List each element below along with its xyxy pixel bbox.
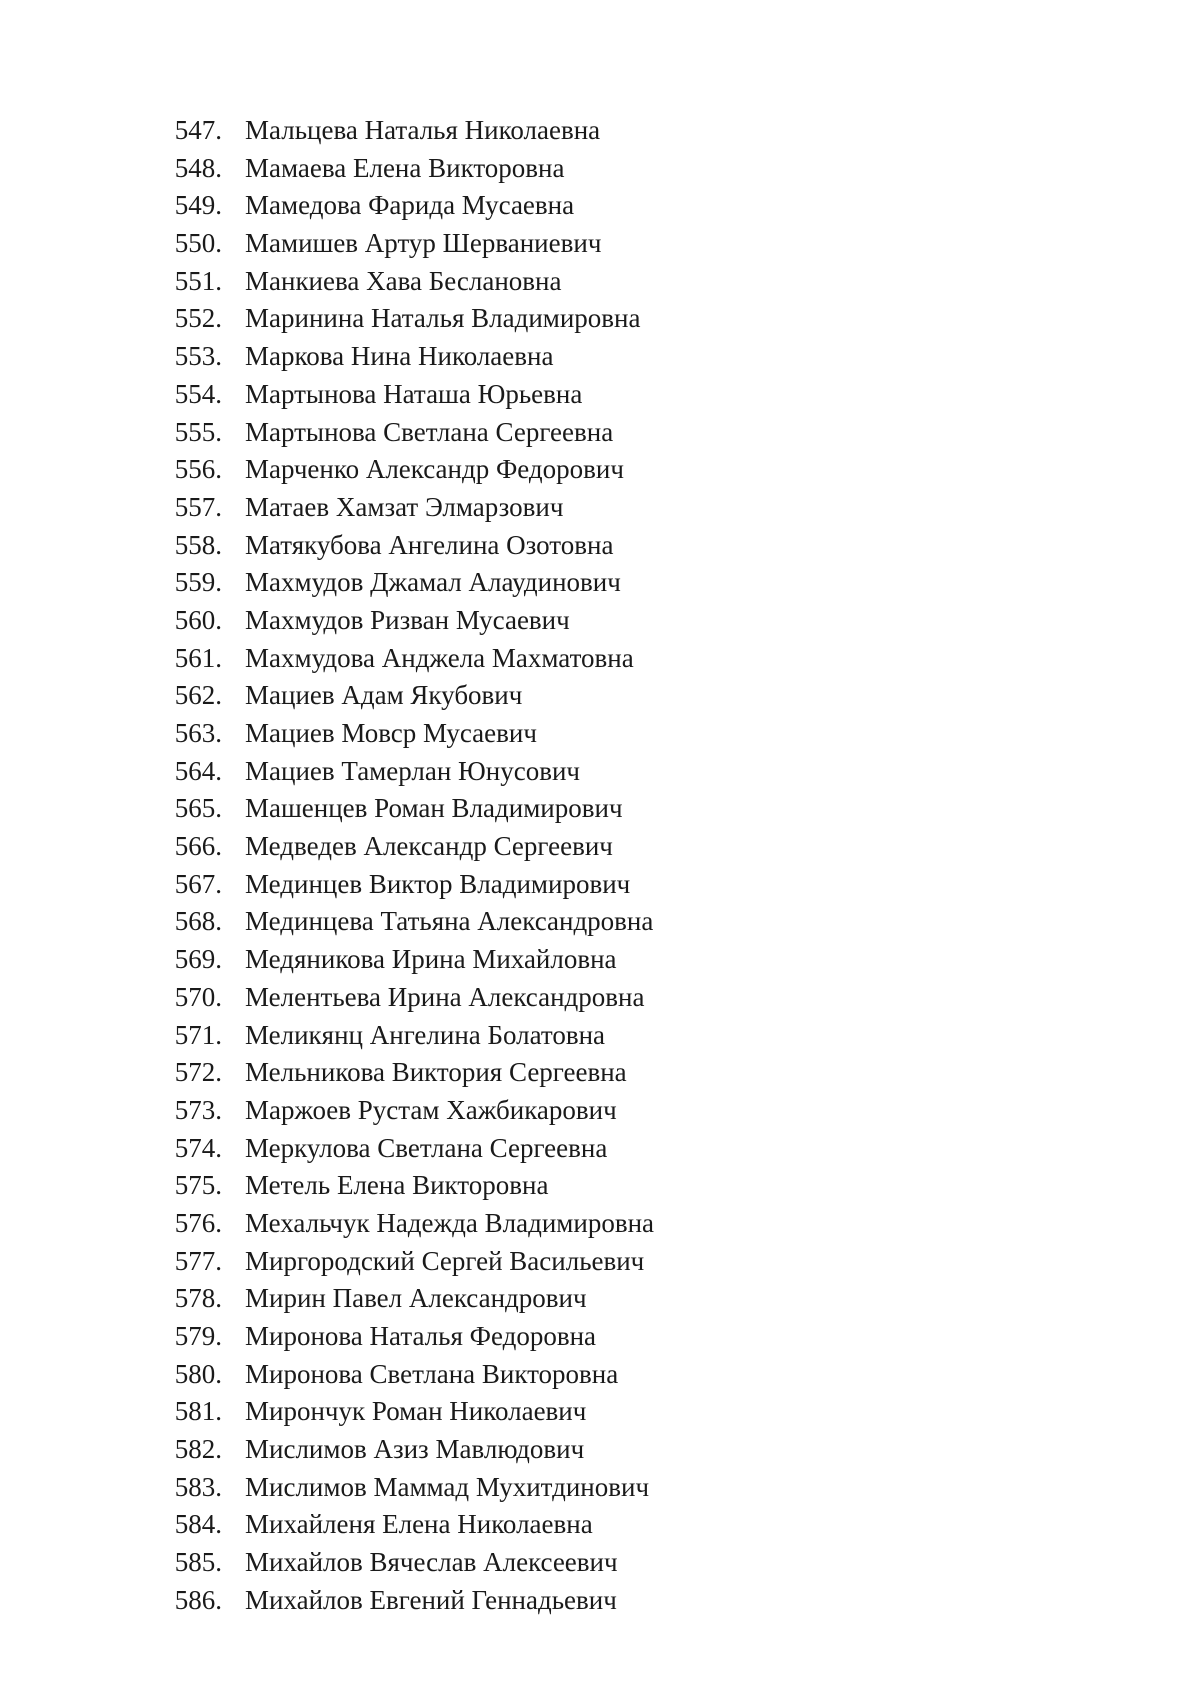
list-item — [0, 1205, 1200, 1243]
list-item — [0, 1130, 1200, 1168]
list-item-number: 556. — [174, 454, 222, 485]
list-item — [0, 300, 1200, 338]
list-item-name: Меркулова Светлана Сергеевна — [245, 1132, 608, 1163]
list-item — [0, 451, 1200, 489]
list-item-number: 563. — [174, 718, 222, 748]
list-item — [0, 489, 1200, 527]
list-item — [0, 263, 1200, 301]
list-item — [0, 715, 1200, 753]
list-item — [0, 941, 1200, 979]
list-item-name: Мальцева Наталья Николаевна — [245, 115, 601, 145]
list-item — [0, 1167, 1200, 1205]
list-item-name: Михайленя Елена Николаевна — [245, 1509, 593, 1540]
list-item-name: Махмудова Анджела Махматовна — [245, 642, 634, 673]
list-item-number: 582. — [174, 1434, 222, 1465]
list-item-name: Машенцев Роман Владимирович — [245, 793, 623, 824]
list-item-name: Медведев Александр Сергеевич — [245, 831, 613, 862]
list-item-number: 567. — [174, 868, 222, 899]
list-item-number: 577. — [174, 1245, 222, 1276]
list-item-number: 552. — [174, 303, 222, 334]
name-list — [0, 112, 1200, 1620]
list-item-number: 574. — [174, 1132, 222, 1163]
list-item-name: Мамаева Елена Викторовна — [245, 152, 565, 183]
list-item — [0, 602, 1200, 640]
list-item — [0, 564, 1200, 602]
list-item-name: Мельникова Виктория Сергеевна — [245, 1057, 627, 1088]
list-item — [0, 1318, 1200, 1356]
list-item-number: 573. — [174, 1094, 222, 1125]
list-item-name: Метель Елена Викторовна — [245, 1170, 549, 1201]
list-item-number: 578. — [174, 1283, 222, 1314]
list-item — [0, 903, 1200, 941]
list-item-name: Медяникова Ирина Михайловна — [245, 944, 617, 975]
list-item-number: 571. — [174, 1019, 222, 1050]
list-item-number: 551. — [174, 265, 222, 296]
list-item-name: Мислимов Азиз Мавлюдович — [245, 1434, 585, 1465]
list-item — [0, 1431, 1200, 1469]
list-item — [0, 527, 1200, 565]
list-item-name: Миронова Наталья Федоровна — [245, 1321, 596, 1351]
list-item-name: Мединцев Виктор Владимирович — [245, 868, 631, 899]
list-item-number: 553. — [174, 341, 222, 372]
list-item — [0, 1356, 1200, 1394]
list-item — [0, 376, 1200, 414]
list-item — [0, 1544, 1200, 1582]
list-item — [0, 1506, 1200, 1544]
list-item-number: 584. — [174, 1509, 222, 1540]
list-item-name: Меликянц Ангелина Болатовна — [245, 1019, 606, 1050]
list-item — [0, 866, 1200, 904]
list-item-name: Матякубова Ангелина Озотовна — [245, 529, 614, 560]
list-item — [0, 112, 1200, 150]
list-item — [0, 1054, 1200, 1092]
list-item-name: Манкиева Хава Беслановна — [245, 265, 562, 296]
list-item-number: 566. — [174, 831, 222, 862]
list-item-number: 554. — [174, 378, 222, 409]
list-item-number: 586. — [174, 1584, 222, 1615]
list-item-number: 564. — [174, 755, 222, 786]
list-item — [0, 790, 1200, 828]
list-item — [0, 1469, 1200, 1507]
list-item — [0, 1017, 1200, 1055]
list-item-number: 572. — [174, 1057, 222, 1088]
list-item — [0, 150, 1200, 188]
list-item — [0, 640, 1200, 678]
list-item-number: 565. — [174, 793, 222, 824]
list-item-name: Маркова Нина Николаевна — [245, 341, 554, 372]
list-item-name: Марченко Александр Федорович — [245, 454, 624, 485]
list-item-name: Мелентьева Ирина Александровна — [245, 981, 645, 1012]
list-item-name: Мартынова Наташа Юрьевна — [245, 378, 583, 409]
list-item-name: Махмудов Джамал Алаудинович — [245, 567, 621, 598]
list-item — [0, 414, 1200, 452]
list-item — [0, 225, 1200, 263]
list-item-number: 555. — [174, 416, 222, 447]
list-item — [0, 1393, 1200, 1431]
list-item-name: Маринина Наталья Владимировна — [245, 303, 641, 334]
list-item-name: Маржоев Рустам Хажбикарович — [245, 1094, 617, 1125]
list-item-number: 570. — [174, 981, 222, 1012]
list-item-number: 581. — [174, 1396, 222, 1427]
list-item-name: Мединцева Татьяна Александровна — [245, 906, 654, 937]
list-item-number: 583. — [174, 1471, 222, 1502]
list-item-number: 560. — [174, 604, 222, 635]
list-item-name: Миронова Светлана Викторовна — [245, 1358, 619, 1389]
list-item-number: 579. — [174, 1321, 222, 1351]
list-item — [0, 753, 1200, 791]
list-item-number: 568. — [174, 906, 222, 937]
list-item-number: 585. — [174, 1547, 222, 1578]
list-item — [0, 1582, 1200, 1620]
list-item — [0, 677, 1200, 715]
list-item-number: 550. — [174, 228, 222, 259]
list-item-number: 557. — [174, 491, 222, 522]
list-item — [0, 187, 1200, 225]
list-item-name: Мирин Павел Александрович — [245, 1283, 587, 1314]
list-item-number: 576. — [174, 1207, 222, 1238]
list-item-number: 580. — [174, 1358, 222, 1389]
list-item-number: 575. — [174, 1170, 222, 1201]
list-item — [0, 1243, 1200, 1281]
list-item-name: Махмудов Ризван Мусаевич — [245, 604, 570, 635]
list-item-name: Мартынова Светлана Сергеевна — [245, 416, 614, 447]
list-item-name: Мирончук Роман Николаевич — [245, 1396, 587, 1427]
list-item-name: Михайлов Вячеслав Алексеевич — [245, 1547, 618, 1578]
list-item-name: Мислимов Маммад Мухитдинович — [245, 1471, 650, 1502]
list-item-number: 548. — [174, 152, 222, 183]
list-item — [0, 979, 1200, 1017]
list-item-name: Миргородский Сергей Васильевич — [245, 1245, 645, 1276]
list-item-number: 561. — [174, 642, 222, 673]
list-item-number: 549. — [174, 190, 222, 221]
list-item — [0, 1280, 1200, 1318]
list-item — [0, 828, 1200, 866]
list-item-number: 569. — [174, 944, 222, 975]
list-item-name: Мамедова Фарида Мусаевна — [245, 190, 575, 221]
list-item-name: Мациев Мовср Мусаевич — [245, 718, 537, 748]
list-item-name: Мамишев Артур Шерваниевич — [245, 228, 602, 259]
list-item-name: Мехальчук Надежда Владимировна — [245, 1207, 655, 1238]
list-item — [0, 338, 1200, 376]
list-item-name: Мациев Адам Якубович — [245, 680, 523, 711]
list-item-number: 559. — [174, 567, 222, 598]
list-item-number: 547. — [174, 115, 222, 145]
list-item — [0, 1092, 1200, 1130]
list-item-name: Матаев Хамзат Элмарзович — [245, 491, 564, 522]
list-item-number: 558. — [174, 529, 222, 560]
list-item-number: 562. — [174, 680, 222, 711]
list-item-name: Михайлов Евгений Геннадьевич — [245, 1584, 617, 1615]
list-item-name: Мациев Тамерлан Юнусович — [245, 755, 581, 786]
